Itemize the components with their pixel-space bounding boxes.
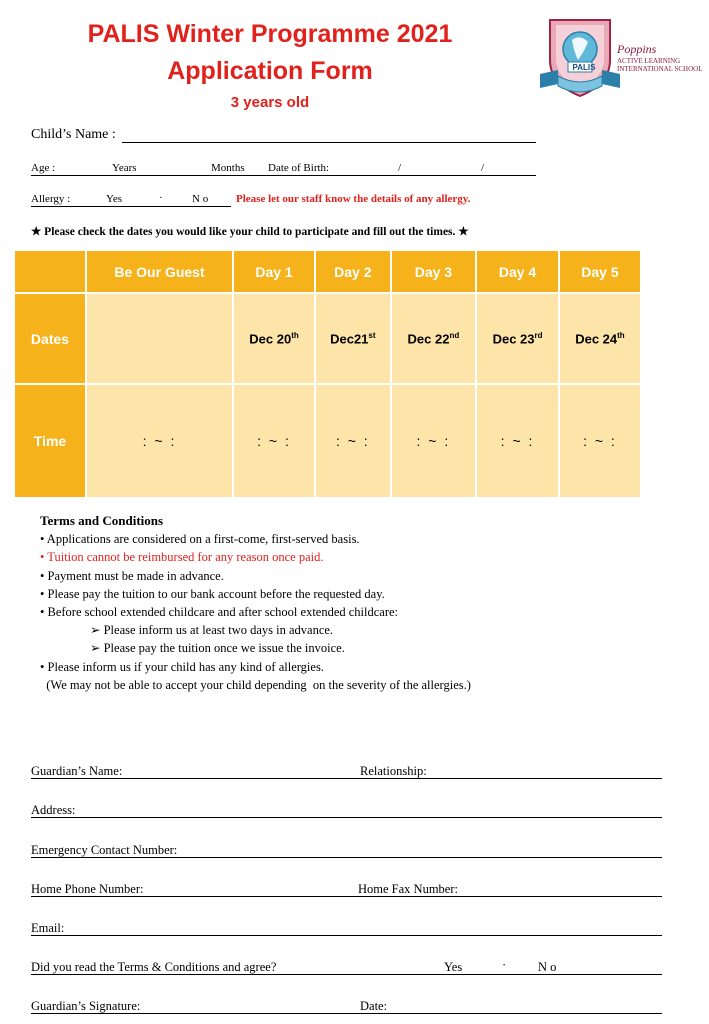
terms-item: • Please inform us if your child has any kind of allergies.	[40, 659, 324, 674]
agree-label: Did you read the Terms & Conditions and agree?	[31, 960, 277, 974]
guardian-name-label: Guardian’s Name:	[31, 764, 123, 778]
age-label: Age :	[31, 162, 56, 174]
allergy-note: Please let our staff know the details of any allergy.	[236, 193, 471, 205]
brand-name: Poppins	[617, 42, 657, 56]
terms-subitem: ➢ Please pay the tuition once we issue the invoice.	[90, 641, 345, 656]
home-phone-label: Home Phone Number:	[31, 882, 144, 896]
terms-section	[40, 512, 471, 694]
terms-item: • Before school extended childcare and after school extended childcare:	[40, 605, 399, 620]
age-group: 3 years old	[230, 94, 310, 111]
dob-label: Date of Birth:	[268, 162, 330, 174]
date-value: Dec 22	[407, 331, 450, 347]
time-cell[interactable]: : ~ :	[559, 384, 641, 498]
time-row	[14, 384, 641, 498]
signature-field[interactable]	[31, 1013, 662, 1014]
form-title: PALIS Winter Programme 2021	[87, 20, 453, 48]
agree-no-option[interactable]: N o	[538, 960, 557, 974]
child-name-label: Child’s Name :	[31, 127, 116, 142]
date-value: Dec 23	[492, 331, 535, 347]
dob-slash-1: /	[398, 162, 402, 174]
column-header: Day 2	[315, 250, 391, 293]
column-header: Be Our Guest	[86, 250, 233, 293]
date-suffix: nd	[449, 330, 460, 340]
form-subtitle: Application Form	[167, 57, 373, 85]
date-cell[interactable]	[86, 293, 233, 384]
time-cell[interactable]: : ~ :	[315, 384, 391, 498]
instruction-text: ★ Please check the dates you would like your child to participate and fill out the times. ★	[31, 226, 469, 238]
schedule-table	[13, 249, 642, 499]
school-line-1: ACTIVE LEARNING	[617, 57, 681, 65]
signature-label: Guardian’s Signature:	[31, 999, 141, 1013]
school-line-2: INTERNATIONAL SCHOOL	[617, 65, 703, 73]
date-suffix: st	[368, 330, 376, 340]
allergy-field	[31, 206, 231, 207]
child-name-field[interactable]	[122, 142, 536, 143]
date-value: Dec 20	[249, 331, 292, 347]
time-cell[interactable]: : ~ :	[86, 384, 233, 498]
crest-text: PALIS	[572, 63, 596, 72]
date-label: Date:	[360, 999, 388, 1013]
email-field[interactable]	[31, 935, 662, 936]
header-corner	[14, 250, 86, 293]
terms-item-refund: • Tuition cannot be reimbursed for any reason once paid.	[40, 550, 324, 565]
date-suffix: th	[291, 330, 299, 340]
relationship-label: Relationship:	[360, 764, 427, 778]
time-cell[interactable]: : ~ :	[391, 384, 477, 498]
allergy-label: Allergy :	[31, 193, 71, 205]
emergency-contact-field[interactable]	[31, 857, 662, 858]
home-fax-label: Home Fax Number:	[358, 882, 458, 896]
time-cell[interactable]: : ~ :	[233, 384, 315, 498]
date-value: Dec21	[330, 331, 369, 347]
terms-item: • Applications are considered on a first-come, first-served basis.	[40, 532, 360, 547]
palis-crest-logo	[538, 14, 622, 100]
months-label: Months	[211, 162, 245, 174]
date-suffix: rd	[534, 330, 543, 340]
dates-row	[14, 293, 641, 384]
date-suffix: th	[617, 330, 625, 340]
time-label: Time	[14, 384, 86, 498]
age-dob-field[interactable]	[31, 175, 536, 176]
dob-slash-2: /	[481, 162, 485, 174]
date-cell[interactable]	[391, 293, 477, 384]
terms-note: (We may not be able to accept your child depending on the severity of the allergies.)	[40, 677, 471, 692]
allergy-no-option[interactable]: N o	[192, 193, 209, 205]
date-cell[interactable]	[476, 293, 559, 384]
column-header: Day 5	[559, 250, 641, 293]
agree-separator: ·	[502, 958, 507, 972]
date-value: Dec 24	[575, 331, 618, 347]
allergy-separator: ·	[159, 192, 163, 204]
agree-yes-option[interactable]: Yes	[444, 960, 463, 974]
school-name-logo	[617, 42, 702, 73]
address-field[interactable]	[31, 817, 662, 818]
time-cell[interactable]: : ~ :	[476, 384, 559, 498]
column-header: Day 3	[391, 250, 477, 293]
guardian-name-field[interactable]	[31, 778, 662, 779]
email-label: Email:	[31, 921, 65, 935]
emergency-contact-label: Emergency Contact Number:	[31, 843, 178, 857]
address-label: Address:	[31, 803, 76, 817]
years-label: Years	[112, 162, 137, 174]
terms-item: • Payment must be made in advance.	[40, 568, 224, 583]
terms-subitem: ➢ Please inform us at least two days in advance.	[90, 623, 334, 638]
date-cell[interactable]	[233, 293, 315, 384]
date-cell[interactable]	[559, 293, 641, 384]
terms-heading: Terms and Conditions	[40, 513, 164, 528]
column-header: Day 4	[476, 250, 559, 293]
allergy-yes-option[interactable]: Yes	[106, 193, 123, 205]
dates-label: Dates	[14, 293, 86, 384]
column-header: Day 1	[233, 250, 315, 293]
terms-item: • Please pay the tuition to our bank account before the requested day.	[40, 586, 385, 601]
phone-fax-field[interactable]	[31, 896, 662, 897]
date-cell[interactable]	[315, 293, 391, 384]
agree-field	[31, 974, 662, 975]
schedule-header-row	[14, 250, 641, 293]
